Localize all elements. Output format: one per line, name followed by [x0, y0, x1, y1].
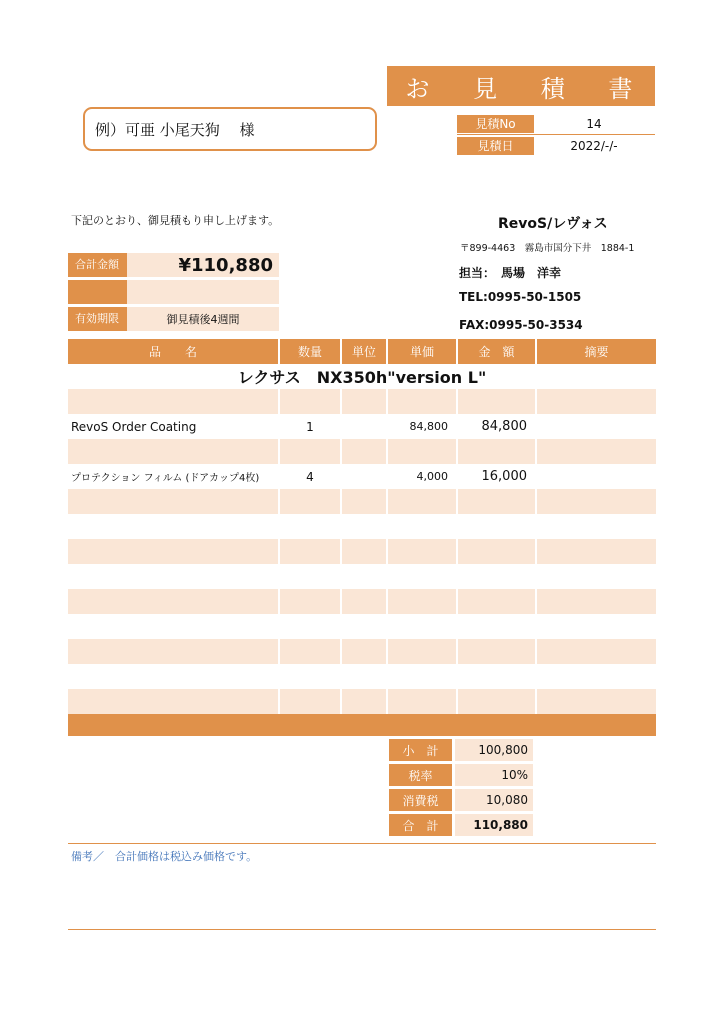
estimate-no-value: 14: [586, 117, 602, 131]
item-price-cell: [388, 639, 458, 664]
tax-label: 消費税: [389, 789, 452, 811]
table-row: [68, 564, 656, 589]
item-unit-cell: [342, 464, 388, 489]
item-qty-cell: [280, 489, 342, 514]
total-amount-block: [68, 253, 279, 331]
item-unit-cell: [342, 489, 388, 514]
item-remarks-cell: [537, 614, 656, 639]
item-qty-cell: [280, 589, 342, 614]
total-amount-value: ¥110,880: [127, 253, 279, 277]
item-price-cell: [388, 389, 458, 414]
item-remarks-cell: [537, 589, 656, 614]
greeting-text: 下記のとおり、御見積もり申し上げます。: [71, 214, 280, 227]
blank-label-cell: [68, 280, 127, 304]
items-table: [68, 339, 656, 736]
item-amount-cell: 84,800: [458, 414, 537, 439]
item-price-cell: [388, 564, 458, 589]
item-price-cell: 4,000: [388, 464, 458, 489]
item-qty-cell: [280, 564, 342, 589]
header-unit-price: 単価: [388, 339, 458, 364]
tax-rate-label: 税率: [389, 764, 452, 786]
item-amount-cell: [458, 689, 537, 714]
remarks-divider: [68, 843, 656, 844]
item-unit-cell: [342, 614, 388, 639]
company-name: RevoS/レヴォス: [498, 216, 608, 232]
item-name-cell: [68, 664, 280, 689]
item-unit-cell: [342, 639, 388, 664]
item-remarks-cell: [537, 464, 656, 489]
recipient-name: 例）可亜 小尾天狗 様: [95, 120, 255, 139]
vehicle-subtitle: レクサス NX350h"version L": [237, 368, 487, 387]
item-price-cell: 84,800: [388, 414, 458, 439]
item-qty-cell: 1: [280, 414, 342, 439]
table-row: [68, 414, 656, 439]
item-remarks-cell: [537, 639, 656, 664]
item-amount-cell: [458, 564, 537, 589]
item-remarks-cell: [537, 489, 656, 514]
item-unit-cell: [342, 389, 388, 414]
item-amount-cell: 16,000: [458, 464, 537, 489]
table-row: [68, 639, 656, 664]
item-amount-cell: [458, 664, 537, 689]
item-unit-cell: [342, 564, 388, 589]
item-qty-cell: [280, 514, 342, 539]
item-remarks-cell: [537, 389, 656, 414]
item-name-cell: [68, 689, 280, 714]
item-rows: [68, 389, 656, 714]
item-qty-cell: [280, 664, 342, 689]
item-unit-cell: [342, 439, 388, 464]
grand-total-value: 110,880: [455, 814, 533, 836]
item-amount-cell: [458, 514, 537, 539]
item-price-cell: [388, 514, 458, 539]
table-footer-bar: [68, 714, 656, 736]
item-name-cell: [68, 614, 280, 639]
item-amount-cell: [458, 589, 537, 614]
item-price-cell: [388, 689, 458, 714]
meta-divider: [457, 134, 655, 135]
item-remarks-cell: [537, 664, 656, 689]
table-row: [68, 439, 656, 464]
estimate-no-label: 見積No: [457, 115, 534, 133]
item-unit-cell: [342, 539, 388, 564]
validity-label: 有効期限: [68, 307, 127, 331]
item-price-cell: [388, 664, 458, 689]
table-row: [68, 664, 656, 689]
item-qty-cell: [280, 639, 342, 664]
estimate-date-label: 見積日: [457, 137, 534, 155]
table-row: [68, 589, 656, 614]
item-name-cell: [68, 639, 280, 664]
item-name-cell: [68, 589, 280, 614]
item-amount-cell: [458, 439, 537, 464]
document-title: お 見 積 書: [387, 66, 655, 106]
validity-value: 御見積後4週間: [127, 307, 279, 331]
item-amount-cell: [458, 539, 537, 564]
header-unit: 単位: [342, 339, 388, 364]
item-remarks-cell: [537, 539, 656, 564]
item-price-cell: [388, 489, 458, 514]
item-amount-cell: [458, 614, 537, 639]
item-remarks-cell: [537, 414, 656, 439]
item-unit-cell: [342, 689, 388, 714]
company-address: 〒899-4463 霧島市国分下井 1884-1: [460, 243, 635, 254]
table-row: [68, 689, 656, 714]
item-remarks-cell: [537, 439, 656, 464]
item-amount-cell: [458, 639, 537, 664]
item-name-cell: [68, 489, 280, 514]
item-name-cell: [68, 389, 280, 414]
item-unit-cell: [342, 664, 388, 689]
company-fax: FAX:0995-50-3534: [459, 318, 583, 332]
item-remarks-cell: [537, 564, 656, 589]
bottom-divider: [68, 929, 656, 930]
table-row: [68, 464, 656, 489]
item-qty-cell: [280, 539, 342, 564]
table-row: [68, 489, 656, 514]
header-remarks: 摘要: [537, 339, 656, 364]
company-representative: 担当： 馬場 洋幸: [459, 266, 562, 280]
item-name-cell: プロテクション フィルム (ドアカップ4枚): [68, 464, 280, 489]
company-tel: TEL:0995-50-1505: [459, 290, 582, 304]
total-amount-label: 合計金額: [68, 253, 127, 277]
header-amount: 金 額: [458, 339, 537, 364]
item-remarks-cell: [537, 689, 656, 714]
summary-block: [389, 739, 533, 836]
item-name-cell: [68, 539, 280, 564]
item-qty-cell: [280, 389, 342, 414]
item-qty-cell: [280, 439, 342, 464]
header-quantity: 数量: [280, 339, 342, 364]
item-unit-cell: [342, 589, 388, 614]
table-row: [68, 539, 656, 564]
item-name-cell: RevoS Order Coating: [68, 414, 280, 439]
estimate-date-value: 2022/-/-: [570, 139, 618, 153]
item-price-cell: [388, 439, 458, 464]
tax-rate-value: 10%: [455, 764, 533, 786]
item-price-cell: [388, 539, 458, 564]
item-amount-cell: [458, 389, 537, 414]
subtotal-label: 小 計: [389, 739, 452, 761]
estimate-meta: [457, 115, 655, 155]
table-header-row: [68, 339, 656, 364]
header-item-name: 品 名: [68, 339, 280, 364]
item-qty-cell: 4: [280, 464, 342, 489]
item-price-cell: [388, 614, 458, 639]
recipient-box[interactable]: [83, 107, 377, 151]
subtotal-value: 100,800: [455, 739, 533, 761]
item-qty-cell: [280, 614, 342, 639]
item-name-cell: [68, 564, 280, 589]
table-row: [68, 614, 656, 639]
grand-total-label: 合 計: [389, 814, 452, 836]
item-unit-cell: [342, 414, 388, 439]
item-qty-cell: [280, 689, 342, 714]
tax-value: 10,080: [455, 789, 533, 811]
remarks-text: 備考／ 合計価格は税込み価格です。: [71, 850, 258, 863]
item-amount-cell: [458, 489, 537, 514]
item-price-cell: [388, 589, 458, 614]
table-row: [68, 514, 656, 539]
item-remarks-cell: [537, 514, 656, 539]
blank-value-cell: [127, 280, 279, 304]
table-row: [68, 389, 656, 414]
item-name-cell: [68, 514, 280, 539]
item-unit-cell: [342, 514, 388, 539]
item-name-cell: [68, 439, 280, 464]
